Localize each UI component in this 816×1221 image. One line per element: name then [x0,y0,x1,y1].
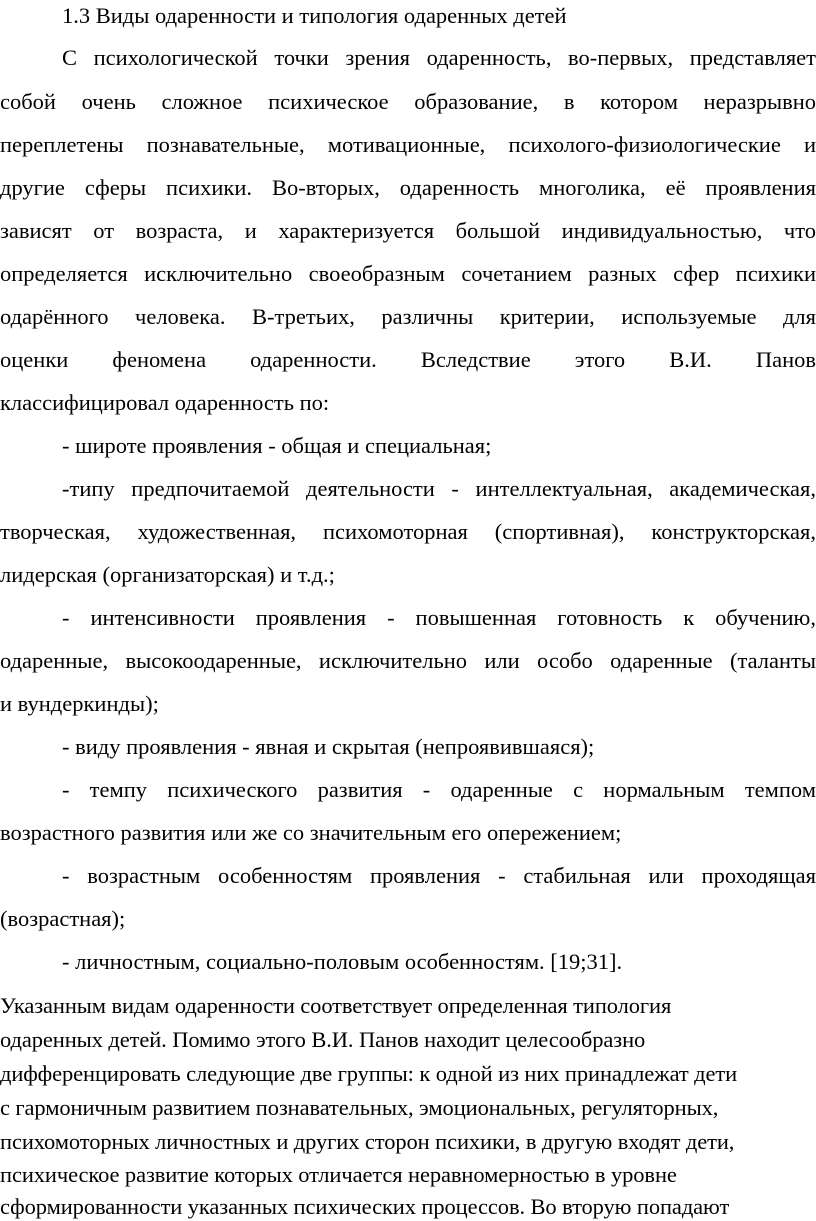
section-heading: 1.3 Виды одаренности и типология одаренных детей [62,3,567,28]
paragraph-line: С психологической точки зрения одаренность, во-первых, представляет [62,45,816,70]
paragraph-line: переплетены познавательные, мотивационные, психолого-физиологические и [0,132,816,157]
paragraph-line: классифицировал одаренность по: [0,390,330,415]
paragraph-line: Указанным видам одаренности соответствует определенная типология [0,993,672,1018]
list-item-continued: и вундеркинды); [0,691,159,716]
list-item: - темпу психического развития - одаренные с нормальным темпом [62,777,816,802]
list-item: - возрастным особенностям проявления - стабильная или проходящая [62,863,816,888]
paragraph-line: зависят от возраста, и характеризуется большой индивидуальностью, что [0,218,816,243]
list-item: - интенсивности проявления - повышенная готовность к обучению, [62,605,816,630]
paragraph-line: оценки феномена одаренности. Вследствие этого В.И. Панов [0,347,816,372]
paragraph-line: одаренных детей. Помимо этого В.И. Панов находит целесообразно [0,1027,646,1052]
paragraph-line: одарённого человека. В-третьих, различны критерии, используемые для [0,304,816,329]
list-item-continued: одаренные, высокоодаренные, исключительно или особо одаренные (таланты [0,648,816,673]
paragraph-line: сформированности указанных психических процессов. Во вторую попадают [0,1194,730,1219]
paragraph-line: другие сферы психики. Во-вторых, одаренность многолика, её проявления [0,175,816,200]
list-item: - личностным, социально-половым особенностям. [19;31]. [62,949,623,974]
paragraph-line: психомоторных личностных и других сторон психики, в другую входят дети, [0,1129,735,1154]
paragraph-line: определяется исключительно своеобразным сочетанием разных сфер психики [0,261,816,286]
list-item: - широте проявления - общая и специальная; [62,433,492,458]
paragraph-line: дифференцировать следующие две группы: к одной из них принадлежат дети [0,1061,738,1086]
list-item-continued: (возрастная); [0,906,126,931]
paragraph-line: психическое развитие которых отличается неравномерностью в уровне [0,1162,677,1187]
list-item-continued: лидерская (организаторская) и т.д.; [0,562,335,587]
paragraph-line: с гармоничным развитием познавательных, эмоциональных, регуляторных, [0,1095,719,1120]
list-item: -типу предпочитаемой деятельности - интеллектуальная, академическая, [62,476,816,501]
list-item: - виду проявления - явная и скрытая (непроявившаяся); [62,734,595,759]
list-item-continued: возрастного развития или же со значительным его опережением; [0,820,622,845]
list-item-continued: творческая, художественная, психомоторная (спортивная), конструкторская, [0,519,816,544]
paragraph-line: собой очень сложное психическое образование, в котором неразрывно [0,89,816,114]
